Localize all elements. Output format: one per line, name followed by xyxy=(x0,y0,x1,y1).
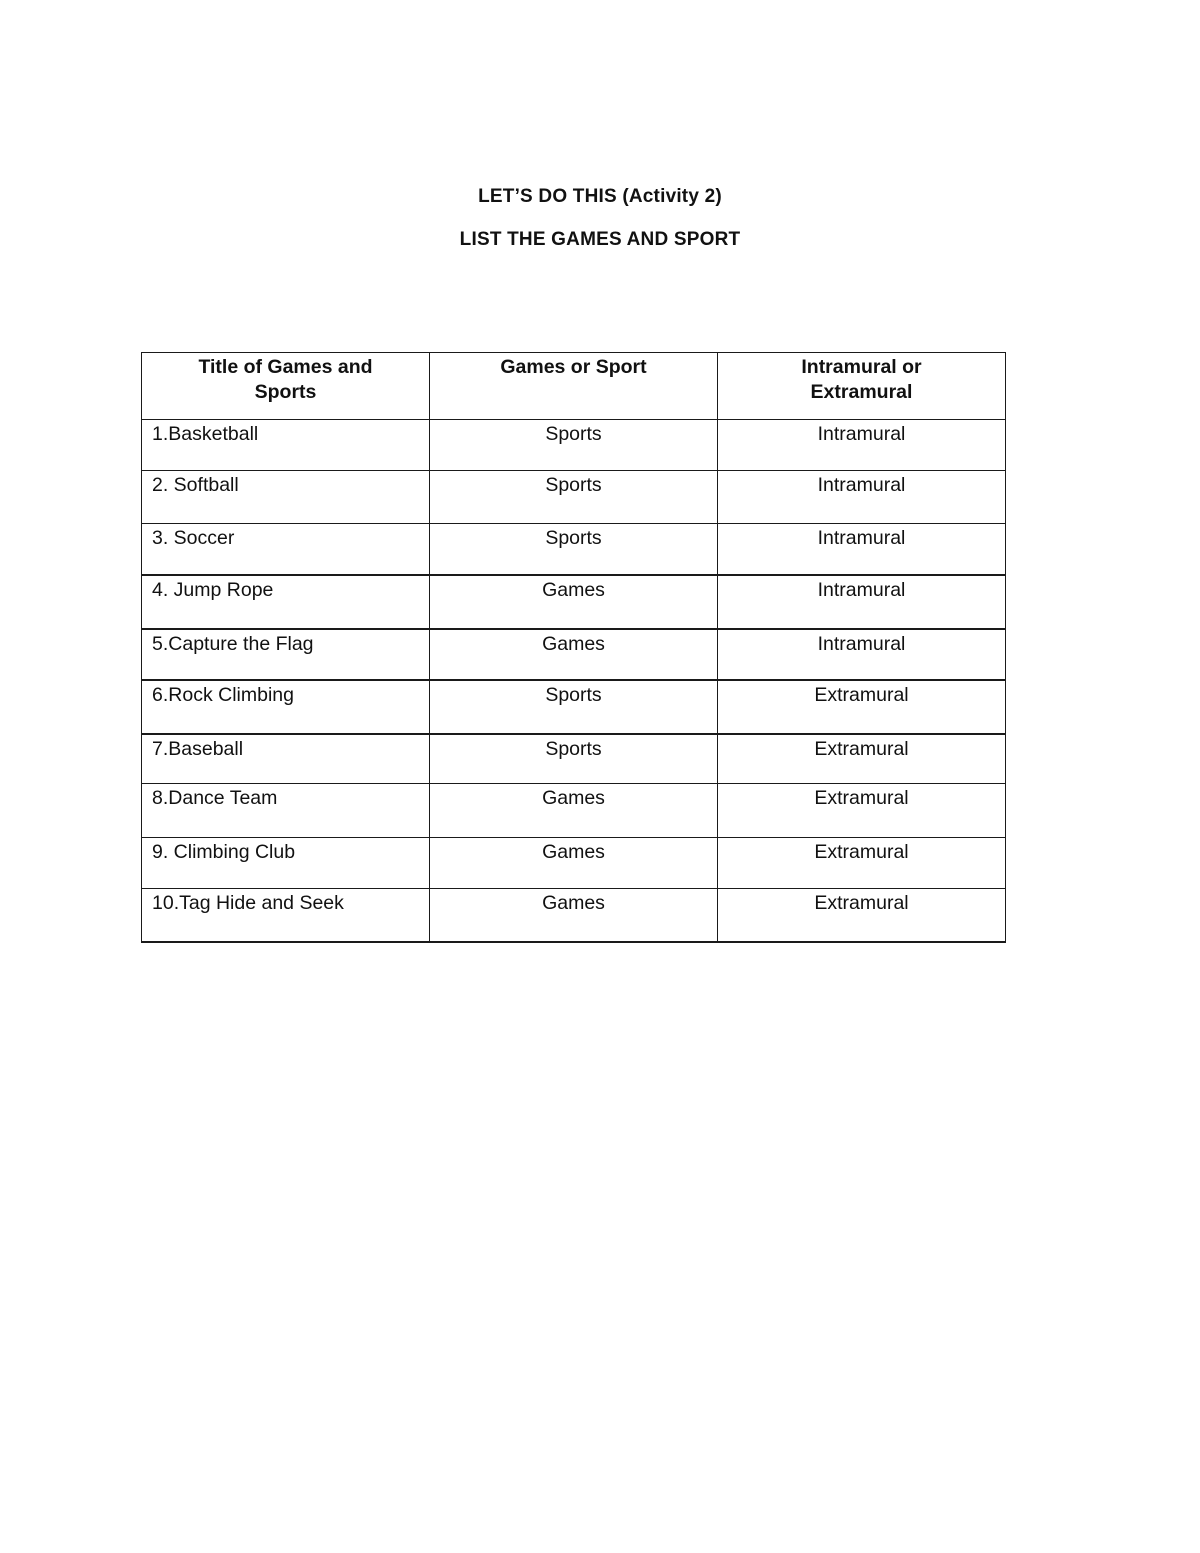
activity-type-cell: Games xyxy=(430,889,718,942)
activity-type-cell: Sports xyxy=(430,420,718,471)
activity-category-cell: Extramural xyxy=(718,889,1006,942)
table-row xyxy=(142,420,1006,471)
table-row xyxy=(142,784,1006,838)
activity-category-cell: Intramural xyxy=(718,629,1006,680)
table-row xyxy=(142,734,1006,784)
activity-title-cell: 9. Climbing Club xyxy=(142,838,430,889)
header-intramural-or-extramural: Intramural or Extramural xyxy=(718,353,1006,420)
activity-title-cell: 10.Tag Hide and Seek xyxy=(142,889,430,942)
activity-title-cell: 3. Soccer xyxy=(142,524,430,575)
activity-category-cell: Intramural xyxy=(718,471,1006,524)
page-title: LET’S DO THIS (Activity 2) xyxy=(478,186,722,207)
table-row xyxy=(142,524,1006,575)
activity-title-cell: 7.Baseball xyxy=(142,734,430,784)
table-row xyxy=(142,889,1006,942)
activity-type-cell: Sports xyxy=(430,680,718,734)
activity-type-cell: Sports xyxy=(430,524,718,575)
table-row xyxy=(142,680,1006,734)
activity-title-cell: 1.Basketball xyxy=(142,420,430,471)
activity-type-cell: Games xyxy=(430,575,718,629)
activity-type-cell: Games xyxy=(430,629,718,680)
activity-category-cell: Intramural xyxy=(718,420,1006,471)
activity-title-cell: 6.Rock Climbing xyxy=(142,680,430,734)
activity-category-cell: Intramural xyxy=(718,524,1006,575)
header-games-or-sport: Games or Sport xyxy=(430,353,718,420)
activity-title-cell: 4. Jump Rope xyxy=(142,575,430,629)
table-row xyxy=(142,629,1006,680)
activity-type-cell: Sports xyxy=(430,471,718,524)
activity-category-cell: Extramural xyxy=(718,838,1006,889)
activity-category-cell: Extramural xyxy=(718,734,1006,784)
activity-title-cell: 2. Softball xyxy=(142,471,430,524)
page-subtitle: LIST THE GAMES AND SPORT xyxy=(459,229,741,250)
table-row xyxy=(142,471,1006,524)
table-row xyxy=(142,838,1006,889)
activity-type-cell: Sports xyxy=(430,734,718,784)
activity-type-cell: Games xyxy=(430,784,718,838)
games-sports-table xyxy=(141,352,1006,943)
header-title-of-games: Title of Games and Sports xyxy=(142,353,430,420)
table-row xyxy=(142,575,1006,629)
table-header-row xyxy=(142,353,1006,420)
activity-category-cell: Intramural xyxy=(718,575,1006,629)
activity-type-cell: Games xyxy=(430,838,718,889)
activity-title-cell: 8.Dance Team xyxy=(142,784,430,838)
activity-title-cell: 5.Capture the Flag xyxy=(142,629,430,680)
activity-category-cell: Extramural xyxy=(718,784,1006,838)
activity-category-cell: Extramural xyxy=(718,680,1006,734)
